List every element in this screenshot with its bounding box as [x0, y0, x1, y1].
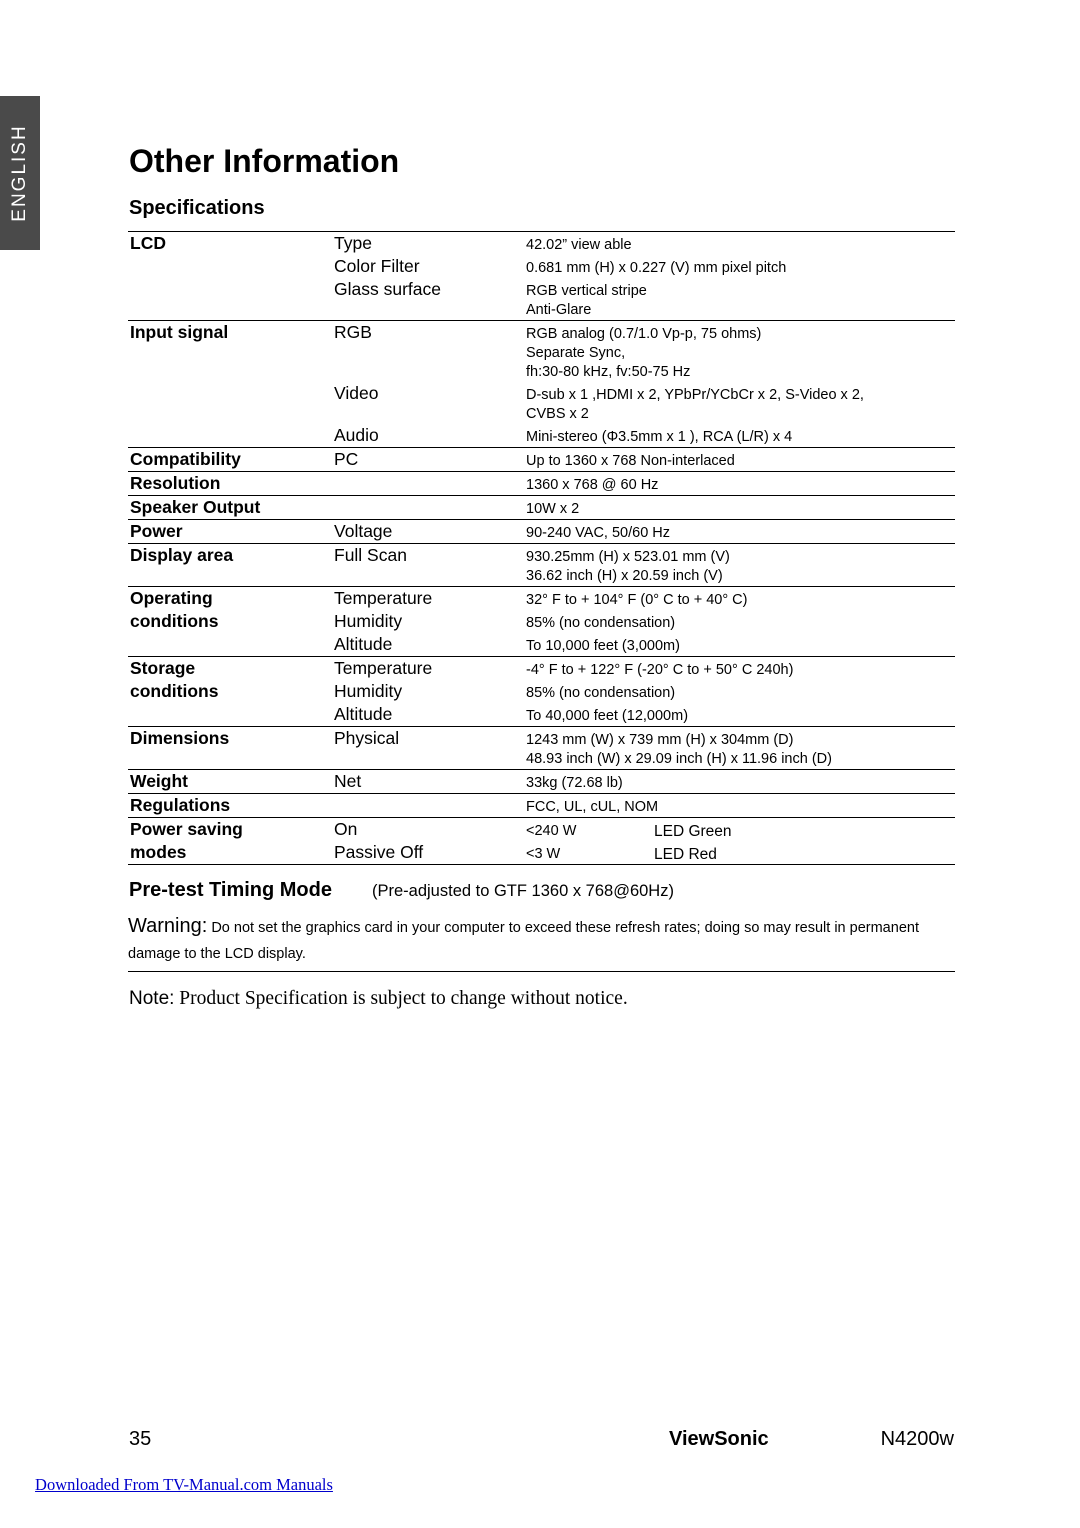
spec-category: Regulations — [130, 795, 231, 815]
spec-value-line: D-sub x 1 ,HDMI x 2, YPbPr/YCbCr x 2, S-Video x 2, — [526, 387, 864, 403]
spec-row — [128, 841, 955, 864]
spec-value — [526, 259, 955, 278]
spec-value-line: 36.62 inch (H) x 20.59 inch (V) — [526, 568, 723, 584]
spec-category: Power — [130, 521, 183, 541]
spec-row — [128, 587, 955, 610]
spec-value-line: 33kg (72.68 lb) — [526, 775, 623, 791]
spec-value — [526, 637, 955, 656]
spec-row — [128, 680, 955, 703]
spec-value — [526, 798, 955, 817]
spec-row — [128, 255, 955, 278]
spec-item: On — [334, 819, 358, 839]
spec-category: Storage — [130, 658, 196, 678]
page-number: 35 — [129, 1428, 152, 1450]
page-footer — [129, 1428, 954, 1452]
spec-group — [128, 770, 955, 794]
model-name: N4200w — [880, 1428, 954, 1450]
spec-value-line: Separate Sync, — [526, 345, 626, 361]
pretest-value: (Pre-adjusted to GTF 1360 x 768@60Hz) — [372, 882, 674, 900]
spec-group — [128, 587, 955, 657]
spec-item: Video — [334, 383, 379, 403]
spec-item: Voltage — [334, 521, 393, 541]
download-source-link[interactable]: Downloaded From TV-Manual.com Manuals — [35, 1475, 333, 1494]
spec-value-line: 1360 x 768 @ 60 Hz — [526, 477, 659, 493]
spec-item: Temperature — [334, 658, 433, 678]
spec-value — [526, 548, 955, 586]
spec-group — [128, 232, 955, 321]
spec-row — [128, 321, 955, 382]
power-value: <240 W — [526, 823, 577, 839]
spec-group — [128, 321, 955, 448]
section-title: Specifications — [129, 197, 265, 219]
spec-value — [526, 428, 955, 447]
spec-group — [128, 544, 955, 587]
spec-value — [526, 236, 955, 255]
spec-value-line: 90-240 VAC, 50/60 Hz — [526, 525, 671, 541]
spec-value-line: To 10,000 feet (3,000m) — [526, 638, 680, 654]
spec-value — [526, 822, 955, 841]
pretest-timing-mode — [129, 879, 955, 902]
spec-row — [128, 703, 955, 726]
specifications-table — [128, 231, 955, 865]
spec-value-line: -4° F to + 122° F (-20° C to + 50° C 240h) — [526, 662, 794, 678]
spec-value-line: FCC, UL, cUL, NOM — [526, 799, 659, 815]
spec-value-line: 48.93 inch (W) x 29.09 inch (H) x 11.96 inch (D) — [526, 751, 832, 767]
spec-group — [128, 818, 955, 865]
spec-category: Compatibility — [130, 449, 241, 469]
spec-item: Humidity — [334, 681, 403, 701]
spec-row — [128, 610, 955, 633]
spec-value — [526, 452, 955, 471]
spec-group — [128, 727, 955, 770]
spec-item: Temperature — [334, 588, 433, 608]
spec-item: Audio — [334, 425, 379, 445]
spec-row — [128, 496, 955, 519]
spec-item: Passive Off — [334, 842, 424, 862]
spec-value-line: Up to 1360 x 768 Non-interlaced — [526, 453, 735, 469]
spec-category: conditions — [130, 611, 219, 631]
spec-group — [128, 496, 955, 520]
spec-category: Power saving — [130, 819, 243, 839]
spec-value — [526, 614, 955, 633]
spec-item: Glass surface — [334, 279, 441, 299]
spec-value — [526, 684, 955, 703]
spec-item: Altitude — [334, 704, 393, 724]
spec-row — [128, 232, 955, 255]
spec-item: Type — [334, 233, 372, 253]
spec-category: Weight — [130, 771, 189, 791]
spec-value-line: To 40,000 feet (12,000m) — [526, 708, 689, 724]
spec-row — [128, 633, 955, 656]
spec-row — [128, 794, 955, 817]
spec-value — [526, 591, 955, 610]
page-title: Other Information — [129, 143, 400, 179]
spec-value — [526, 774, 955, 793]
spec-row — [128, 424, 955, 447]
spec-item: Physical — [334, 728, 400, 748]
spec-value-line: Anti-Glare — [526, 302, 592, 318]
spec-category: conditions — [130, 681, 219, 701]
power-value: <3 W — [526, 846, 561, 862]
spec-category: LCD — [130, 233, 166, 253]
spec-row — [128, 657, 955, 680]
spec-category: Dimensions — [130, 728, 230, 748]
spec-value — [526, 386, 955, 424]
spec-category: Display area — [130, 545, 234, 565]
pretest-label: Pre-test Timing Mode — [129, 879, 332, 901]
spec-category: Input signal — [130, 322, 229, 342]
brand-name: ViewSonic — [669, 1428, 769, 1450]
spec-value-line: 0.681 mm (H) x 0.227 (V) mm pixel pitch — [526, 260, 787, 276]
spec-value — [526, 661, 955, 680]
spec-category: Speaker Output — [130, 497, 261, 517]
spec-value-line: 85% (no condensation) — [526, 615, 676, 631]
spec-item: Altitude — [334, 634, 393, 654]
spec-row — [128, 727, 955, 769]
spec-value-line: 1243 mm (W) x 739 mm (H) x 304mm (D) — [526, 732, 794, 748]
spec-value-line: RGB vertical stripe — [526, 283, 647, 299]
spec-row — [128, 278, 955, 320]
spec-value-line: 85% (no condensation) — [526, 685, 676, 701]
led-indicator: LED Red — [654, 846, 717, 863]
spec-item: Net — [334, 771, 362, 791]
spec-row — [128, 520, 955, 543]
spec-value-line: Mini-stereo (Φ3.5mm x 1 ), RCA (L/R) x 4 — [526, 429, 793, 445]
spec-category: Resolution — [130, 473, 221, 493]
spec-item: Color Filter — [334, 256, 420, 276]
spec-group — [128, 520, 955, 544]
spec-item: Full Scan — [334, 545, 407, 565]
spec-value — [526, 476, 955, 495]
spec-value-line: CVBS x 2 — [526, 406, 589, 422]
spec-value-line: 42.02” view able — [526, 237, 632, 253]
spec-item: RGB — [334, 322, 372, 342]
spec-value-line: 930.25mm (H) x 523.01 mm (V) — [526, 549, 730, 565]
spec-item: Humidity — [334, 611, 403, 631]
spec-row — [128, 770, 955, 793]
spec-value — [526, 325, 955, 382]
spec-row — [128, 382, 955, 424]
spec-group — [128, 794, 955, 818]
note-label: Note: — [129, 988, 175, 1009]
spec-value — [526, 707, 955, 726]
spec-value — [526, 500, 955, 519]
language-tab — [0, 96, 40, 250]
spec-item: PC — [334, 449, 359, 469]
note-paragraph — [129, 988, 628, 1010]
spec-group — [128, 657, 955, 727]
spec-value — [526, 282, 955, 320]
spec-row — [128, 818, 955, 841]
spec-value-line: 10W x 2 — [526, 501, 580, 517]
spec-row — [128, 448, 955, 471]
spec-value-line: RGB analog (0.7/1.0 Vp-p, 75 ohms) — [526, 326, 762, 342]
language-tab-label: ENGLISH — [9, 124, 30, 222]
note-text: Product Specification is subject to change without notice. — [174, 988, 628, 1009]
warning-label: Warning: — [128, 915, 208, 937]
warning-text: Do not set the graphics card in your computer to exceed these refresh rates; doing so may result in permanent damage to the LCD display. — [128, 920, 919, 962]
spec-value — [526, 731, 955, 769]
spec-value-line: fh:30-80 kHz, fv:50-75 Hz — [526, 364, 691, 380]
spec-group — [128, 472, 955, 496]
led-indicator: LED Green — [654, 823, 732, 840]
spec-category: modes — [130, 842, 187, 862]
spec-value — [526, 845, 955, 864]
spec-value — [526, 524, 955, 543]
spec-group — [128, 448, 955, 472]
spec-value-line: 32° F to + 104° F (0° C to + 40° C) — [526, 592, 748, 608]
spec-row — [128, 544, 955, 586]
spec-category: Operating — [130, 588, 213, 608]
warning-paragraph — [128, 913, 955, 972]
spec-row — [128, 472, 955, 495]
